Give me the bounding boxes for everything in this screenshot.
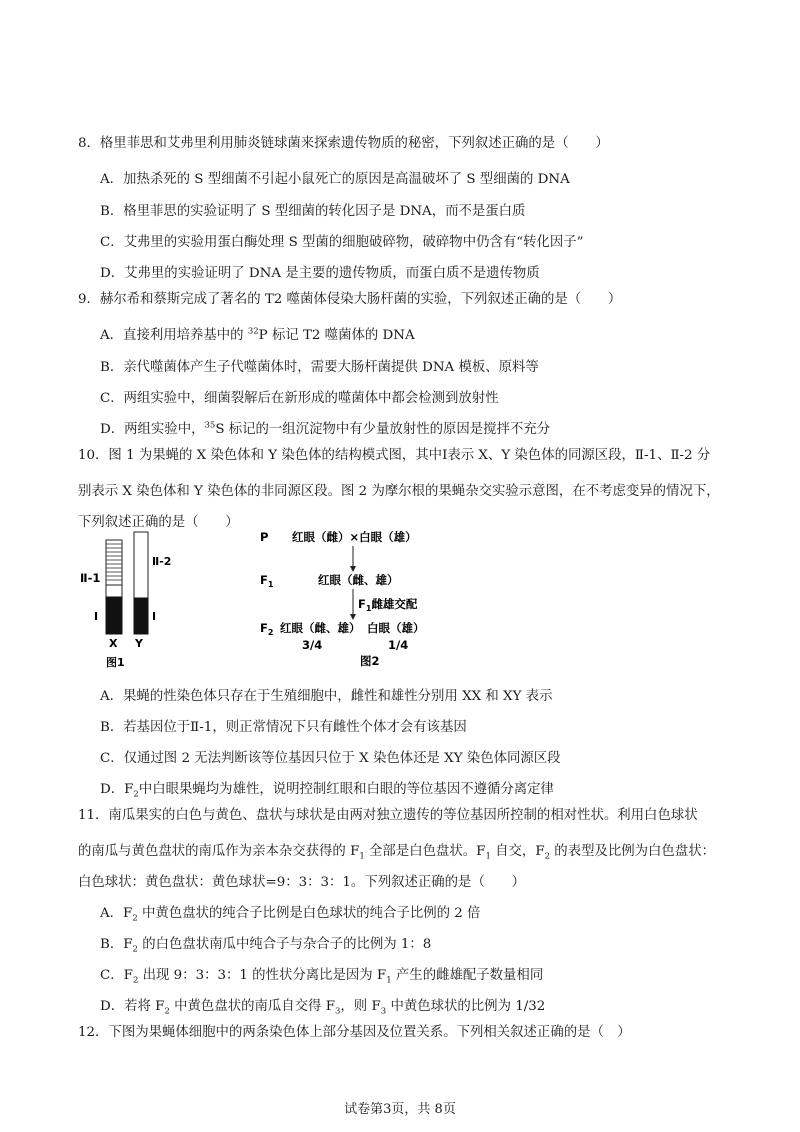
q10-option-d: D．$F_2$中白眼果蝇均为雄性，说明控制红眼和白眼的等位基因不遵循分离定律 bbox=[100, 782, 554, 800]
fig1-label-i-left: Ⅰ bbox=[94, 610, 99, 623]
q10-stem-line2: 别表示 X 染色体和 Y 染色体的非同源区段。图 2 为摩尔根的果蝇杂交实验示意图，在不考虑变异的情况下， bbox=[78, 484, 720, 499]
fig1-label-y: Y bbox=[135, 637, 143, 650]
q10-option-b: B．若基因位于Ⅱ-1，则正常情况下只有雌性个体才会有该基因 bbox=[100, 720, 467, 735]
q9-option-a: A．直接利用培养基中的 $^{32}$P 标记 T2 噬菌体的 DNA bbox=[100, 326, 415, 343]
q10-option-a: A．果蝇的性染色体只存在于生殖细胞中，雌性和雄性分别用 XX 和 XY 表示 bbox=[100, 689, 553, 704]
fig2-ratio-red: 3/4 bbox=[302, 638, 323, 652]
page-footer: 试卷第3页，共 8页 bbox=[344, 1102, 456, 1117]
q8-option-b: B．格里菲思的实验证明了 S 型细菌的转化因子是 DNA，而不是蛋白质 bbox=[100, 204, 526, 219]
q10-option-c: C．仅通过图 2 无法判断该等位基因只位于 X 染色体还是 XY 染色体同源区段 bbox=[100, 751, 561, 766]
q8-option-c: C．艾弗里的实验用蛋白酶处理 S 型菌的细胞破碎物，破碎物中仍含有“转化因子” bbox=[100, 235, 584, 250]
q8-stem: 8．格里菲思和艾弗里利用肺炎链球菌来探索遗传物质的秘密，下列叙述正确的是（ ） bbox=[78, 136, 609, 151]
fig1-label-x: X bbox=[109, 637, 118, 650]
q10-stem-line1: 10．图 1 为果蝇的 X 染色体和 Y 染色体的结构模式图，其中Ⅰ表示 X、Y 染色体的同源区段，Ⅱ-1、Ⅱ-2 分 bbox=[78, 448, 711, 463]
fig2-ratio-white: 1/4 bbox=[388, 638, 409, 652]
q9-option-d: D．两组实验中，$^{35}$S 标记的一组沉淀物中有少量放射性的原因是搅拌不充分 bbox=[100, 420, 551, 437]
q10-stem-line3: 下列叙述正确的是（ ） bbox=[78, 515, 239, 530]
fig2-f2-label: $F_2$ bbox=[260, 621, 274, 637]
fig2-p-cross: 红眼（雌）×白眼（雄） bbox=[292, 530, 417, 544]
q11-stem-line1: 11．南瓜果实的白色与黄色、盘状与球状是由两对独立遗传的等位基因所控制的相对性状。利用白色球状 bbox=[78, 808, 698, 823]
q12-stem: 12．下图为果蝇体细胞中的两条染色体上部分基因及位置关系。下列相关叙述正确的是（ ） bbox=[78, 1025, 631, 1040]
q11-stem-line2: 的南瓜与黄色盘状的南瓜作为亲本杂交获得的 $F_1$ 全部是白色盘状。$F_1$ 自交，$F_2$ 的表型及比例为白色盘状： bbox=[78, 844, 715, 862]
q11-stem-line3: 白色球状：黄色盘状：黄色球状=9：3：3：1。下列叙述正确的是（ ） bbox=[78, 875, 526, 890]
q11-option-c: C．$F_2$ 出现 9：3：3：1 的性状分离比是因为 $F_1$ 产生的雌雄配子数量相同 bbox=[100, 968, 544, 986]
q8-option-d: D．艾弗里的实验证明了 DNA 是主要的遗传物质，而蛋白质不是遗传物质 bbox=[100, 266, 540, 281]
figure-2-cross bbox=[250, 528, 470, 668]
q9-option-b: B．亲代噬菌体产生子代噬菌体时，需要大肠杆菌提供 DNA 模板、原料等 bbox=[100, 360, 539, 375]
fig1-label-ii2: Ⅱ-2 bbox=[152, 555, 172, 568]
figure-1-chromosomes bbox=[80, 530, 180, 670]
q11-option-a: A．$F_2$ 中黄色盘状的纯合子比例是白色球状的纯合子比例的 2 倍 bbox=[100, 906, 481, 924]
fig1-label-i-right: Ⅰ bbox=[152, 610, 157, 623]
fig2-caption: 图2 bbox=[360, 654, 380, 668]
fig2-f1-text: 红眼（雌、雄） bbox=[318, 573, 399, 587]
fig2-f2-red: 红眼（雌、雄） bbox=[280, 621, 361, 635]
q11-option-d: D．若将 $F_2$ 中黄色盘状的南瓜自交得 $F_3$，则 $F_3$ 中黄色球状的比例为 1/32 bbox=[100, 999, 546, 1017]
q9-stem: 9．赫尔希和蔡斯完成了著名的 T2 噬菌体侵染大肠杆菌的实验，下列叙述正确的是（ ） bbox=[78, 292, 622, 307]
fig1-label-ii1: Ⅱ-1 bbox=[80, 571, 101, 585]
fig2-f1-label: $F_1$ bbox=[260, 573, 274, 589]
fig2-p-label: P bbox=[260, 530, 269, 544]
fig2-f1-mate: $F_1$雌雄交配 bbox=[358, 597, 418, 613]
fig1-caption: 图1 bbox=[106, 656, 125, 669]
q9-option-c: C．两组实验中，细菌裂解后在新形成的噬菌体中都会检测到放射性 bbox=[100, 391, 499, 406]
q11-option-b: B．$F_2$ 的白色盘状南瓜中纯合子与杂合子的比例为 1：8 bbox=[100, 937, 432, 955]
q8-option-a: A．加热杀死的 S 型细菌不引起小鼠死亡的原因是高温破坏了 S 型细菌的 DNA bbox=[100, 172, 570, 187]
fig2-f2-white: 白眼（雄） bbox=[367, 621, 425, 635]
